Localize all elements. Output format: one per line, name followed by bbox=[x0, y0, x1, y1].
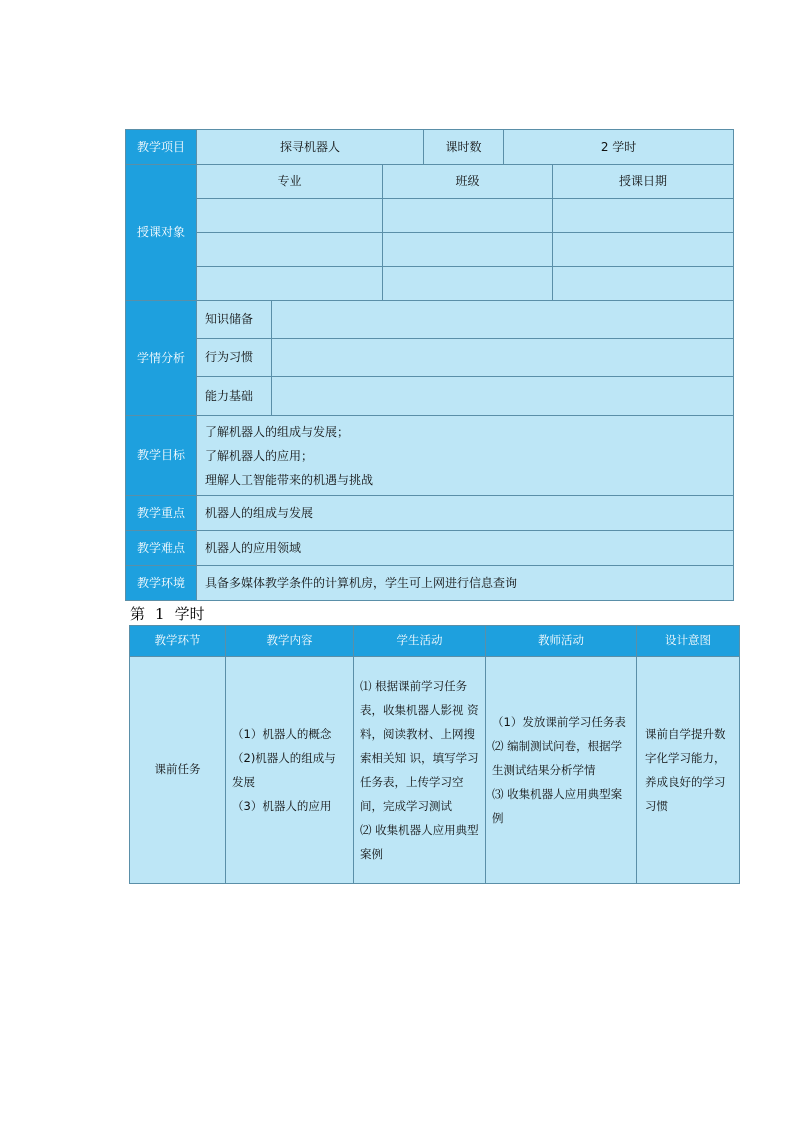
content-item: （2)机器人的组成与发展 bbox=[232, 751, 336, 789]
class-cell bbox=[383, 233, 553, 267]
lesson-info-table bbox=[125, 129, 734, 601]
hours-label: 课时数 bbox=[424, 130, 504, 165]
content-item: （3）机器人的应用 bbox=[232, 799, 332, 813]
header-content: 教学内容 bbox=[226, 626, 354, 657]
lesson-plan-table bbox=[129, 625, 740, 884]
environment-label: 教学环境 bbox=[126, 566, 197, 601]
date-cell bbox=[553, 199, 734, 233]
focus-value: 机器人的组成与发展 bbox=[197, 496, 734, 531]
analysis-value bbox=[272, 301, 734, 339]
difficulty-label: 教学难点 bbox=[126, 531, 197, 566]
major-header: 专业 bbox=[197, 165, 383, 199]
goal-item: 理解人工智能带来的机遇与挑战 bbox=[205, 472, 374, 487]
class-cell bbox=[383, 267, 553, 301]
section-number: 1 bbox=[155, 605, 165, 623]
goals-value bbox=[197, 416, 734, 496]
analysis-item-behavior: 行为习惯 bbox=[197, 339, 272, 377]
analysis-value bbox=[272, 339, 734, 377]
hours-value: 2 学时 bbox=[504, 130, 734, 165]
environment-value: 具备多媒体教学条件的计算机房，学生可上网进行信息查询 bbox=[197, 566, 734, 601]
content-item: （1）机器人的概念 bbox=[232, 727, 332, 741]
goal-item: 了解机器人的应用； bbox=[205, 448, 314, 463]
analysis-item-knowledge: 知识储备 bbox=[197, 301, 272, 339]
intent-text: 课前自学提升数字化学习能力，养成良好的学习习惯 bbox=[645, 727, 726, 813]
analysis-label: 学情分析 bbox=[126, 301, 197, 416]
major-cell bbox=[197, 233, 383, 267]
teacher-item: ⑵ 编制测试问卷，根据学生测试结果分析学情 bbox=[492, 739, 623, 777]
major-cell bbox=[197, 199, 383, 233]
section-title bbox=[130, 603, 205, 624]
header-stage: 教学环节 bbox=[130, 626, 226, 657]
header-student: 学生活动 bbox=[354, 626, 486, 657]
project-label: 教学项目 bbox=[126, 130, 197, 165]
date-cell bbox=[553, 267, 734, 301]
header-intent: 设计意图 bbox=[637, 626, 740, 657]
teacher-item: （1）发放课前学习任务表 bbox=[492, 715, 626, 729]
student-cell bbox=[354, 657, 486, 884]
analysis-item-ability: 能力基础 bbox=[197, 377, 272, 416]
content-cell bbox=[226, 657, 354, 884]
date-cell bbox=[553, 233, 734, 267]
teacher-item: ⑶ 收集机器人应用典型案例 bbox=[492, 787, 623, 825]
audience-label: 授课对象 bbox=[126, 165, 197, 301]
goals-label: 教学目标 bbox=[126, 416, 197, 496]
goal-item: 了解机器人的组成与发展； bbox=[205, 424, 350, 439]
date-header: 授课日期 bbox=[553, 165, 734, 199]
class-cell bbox=[383, 199, 553, 233]
stage-cell: 课前任务 bbox=[130, 657, 226, 884]
header-teacher: 教师活动 bbox=[486, 626, 637, 657]
focus-label: 教学重点 bbox=[126, 496, 197, 531]
analysis-value bbox=[272, 377, 734, 416]
student-item: ⑵ 收集机器人应用典型案例 bbox=[360, 823, 479, 861]
difficulty-value: 机器人的应用领域 bbox=[197, 531, 734, 566]
project-value: 探寻机器人 bbox=[197, 130, 424, 165]
section-suffix: 学时 bbox=[174, 605, 205, 623]
class-header: 班级 bbox=[383, 165, 553, 199]
student-item: ⑴ 根据课前学习任务表，收集机器人影视 资料，阅读教材、上网搜索相关知 识，填写学习任务表，上传学习空间，完成学习测试 bbox=[360, 679, 479, 813]
intent-cell bbox=[637, 657, 740, 884]
section-prefix: 第 bbox=[130, 605, 146, 623]
teacher-cell bbox=[486, 657, 637, 884]
major-cell bbox=[197, 267, 383, 301]
